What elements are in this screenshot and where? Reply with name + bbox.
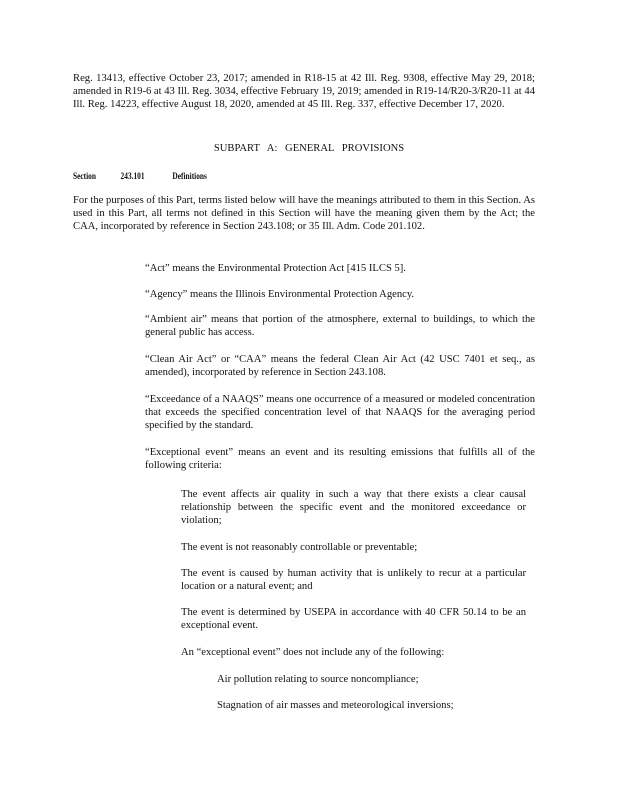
definition-act: “Act” means the Environmental Protection Act [415 ILCS 5]. — [145, 263, 406, 274]
exclusion-noncompliance: Air pollution relating to source noncompliance; — [217, 674, 419, 685]
history-note: Reg. 13413, effective October 23, 2017; amended in R18-15 at 42 Ill. Reg. 9308, effective May 29, 2018; amended in R19-6 at 43 Ill. Reg. 3034, effective February 19, 2019; amended in R19-14/R20-3/R20-11 at 44 Ill. Reg. 14223, effective August 18, 2020, amended at 45 Ill. Reg. 337, effective December 17, 2020. — [73, 73, 535, 110]
criterion-exclusions-intro: An “exceptional event” does not include any of the following: — [181, 647, 445, 658]
definition-exceptional-event: “Exceptional event” means an event and its resulting emissions that fulfills all of the following criteria: — [145, 447, 535, 471]
intro-paragraph: For the purposes of this Part, terms listed below will have the meanings attributed to them in this Section. As used in this Part, all terms not defined in this Section will have the meaning given them by the Act; the CAA, incorporated by reference in Section 243.108; or 35 Ill. Adm. Code 201.102. — [73, 195, 535, 232]
criterion-usepa-determination: The event is determined by USEPA in accordance with 40 CFR 50.14 to be an exceptional event. — [181, 607, 526, 631]
criterion-human-or-natural: The event is caused by human activity that is unlikely to recur at a particular location or a natural event; and — [181, 568, 526, 592]
exclusion-stagnation: Stagnation of air masses and meteorological inversions; — [217, 700, 454, 711]
section-heading — [73, 170, 207, 183]
section-number: 243.101 — [120, 171, 145, 181]
definition-agency: “Agency” means the Illinois Environmental Protection Agency. — [145, 289, 415, 300]
criterion-not-controllable: The event is not reasonably controllable or preventable; — [181, 542, 418, 553]
definition-clean-air-act: “Clean Air Act” or “CAA” means the federal Clean Air Act (42 USC 7401 et seq., as amended), incorporated by reference in Section 243.108. — [145, 354, 535, 378]
definition-ambient-air: “Ambient air” means that portion of the atmosphere, external to buildings, to which the general public has access. — [145, 314, 535, 338]
section-label: Section — [73, 171, 96, 181]
section-title: Definitions — [172, 171, 207, 181]
definition-exceedance: “Exceedance of a NAAQS” means one occurrence of a measured or modeled concentration that exceeds the specified concentration level of that NAAQS for the averaging period specified by the standard. — [145, 394, 535, 431]
subpart-heading: SUBPART A: GENERAL PROVISIONS — [213, 143, 405, 154]
criterion-causal-relationship: The event affects air quality in such a way that there exists a clear causal relationship between the specific event and the monitored exceedance or violation; — [181, 489, 526, 526]
